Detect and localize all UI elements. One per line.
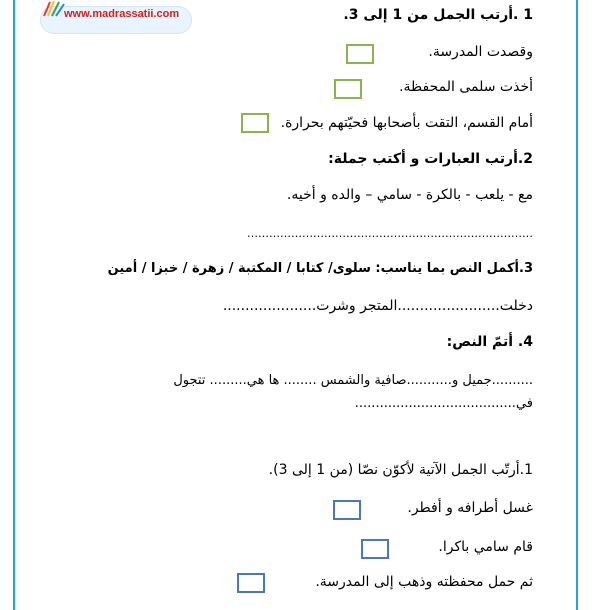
section4-line-1: ..........جميل و...........صافية والشمس ........ ها هي......... تتجول [173,373,533,388]
section5-answer-box-3[interactable] [237,573,265,593]
section4-line-2: في....................................... [354,396,533,411]
page-border-right [576,0,578,610]
section2-phrases: مع - يلعب - بالكرة - سامي – والده و أخيه. [286,187,533,203]
section1-answer-box-2[interactable] [334,79,362,99]
pencils-icon [42,0,66,18]
section5-answer-box-1[interactable] [333,500,361,520]
section1-title: 1 .أرتب الجمل من 1 إلى 3. [343,7,533,23]
section3-title: 3.أكمل النص بما يناسب: سلوى/ كتابا / المكتبة / زهرة / خبزا / أمين [107,261,533,276]
section5-title: 1.أرتّب الجمل الآتية لأكوّن نصّا (من 1 إلى 3). [268,462,533,478]
section4-title: 4. أتمّ النص: [446,334,533,350]
section1-sentence-3: أمام القسم، التقت بأصحابها فحيّتهم بحرارة. [280,115,533,131]
section1-answer-box-3[interactable] [241,113,269,133]
section5-sentence-2: قام سامي باكرا. [438,539,533,555]
section5-answer-box-2[interactable] [361,539,389,559]
section5-sentence-1: غسل أطرافه و أفطر. [407,500,533,516]
section2-title: 2.أرتب العبارات و أكتب جملة: [328,151,533,167]
section1-answer-box-1[interactable] [346,44,374,64]
section3-text: دخلت.......................المتجر وشرت..................... [222,298,533,314]
section5-sentence-3: ثم حمل محفظته وذهب إلى المدرسة. [315,574,533,590]
section1-sentence-1: وقصدت المدرسة. [428,44,533,60]
section1-sentence-2: أخذت سلمى المحفظة. [399,79,533,95]
logo-site-text: www.madrassatii.com [64,8,180,20]
site-logo [30,0,210,36]
page-border-left [13,0,15,610]
section2-answer-dots: …………………………………………………………………… [247,227,533,240]
